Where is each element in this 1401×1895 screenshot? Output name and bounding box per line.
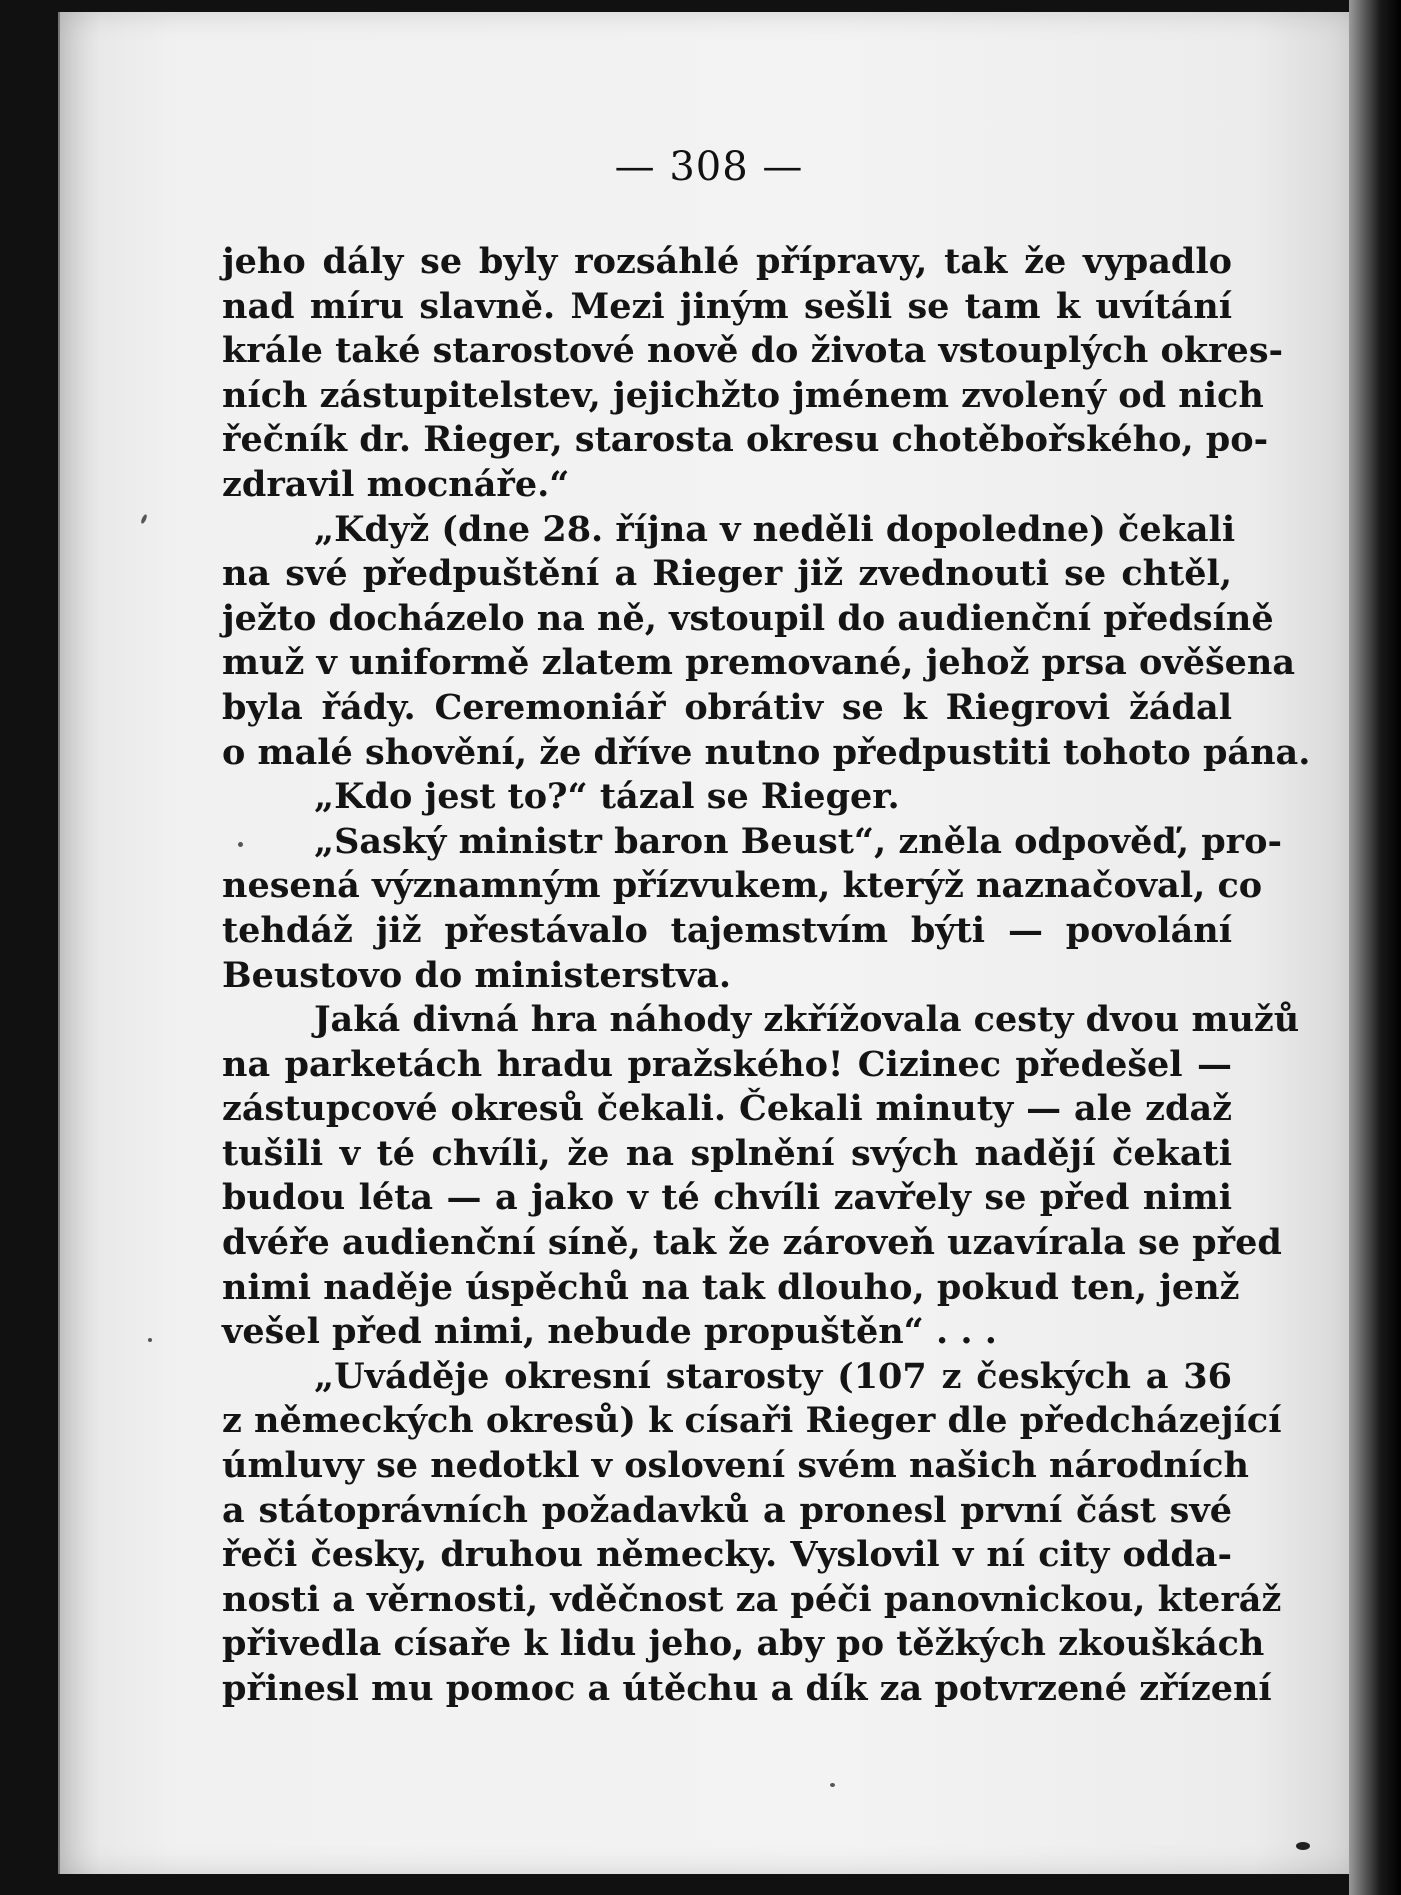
- text-line: nimi naděje úspěchů na tak dlouho, pokud ten, jenž: [222, 1266, 1240, 1308]
- text-line: na své předpuštění a Rieger již zvednouti se chtěl,: [222, 553, 1232, 595]
- text-line: muž v uniformě zlatem premované, jehož prsa ověšena: [222, 642, 1296, 684]
- text-line: přinesl mu pomoc a útěchu a dík za potvrzené zřízení: [222, 1668, 1272, 1709]
- text-line: „Uváděje okresní starosty (107 z českých a 36: [314, 1355, 1232, 1397]
- text-line: byla řády. Ceremoniář obrátiv se k Riegrovi žádal: [222, 686, 1232, 728]
- text-line: zdravil mocnáře.“: [222, 463, 570, 505]
- paper-speck: [1296, 1842, 1310, 1850]
- text-line: a státoprávních požadavků a pronesl první část své: [222, 1489, 1232, 1531]
- text-line: budou léta — a jako v té chvíli zavřely se před nimi: [222, 1177, 1232, 1219]
- text-line: ježto docházelo na ně, vstoupil do audienční předsíně: [222, 597, 1274, 639]
- text-line: nosti a věrnosti, vděčnost za péči panovnickou, kteráž: [222, 1578, 1282, 1620]
- text-line: ních zástupitelstev, jejichžto jménem zvolený od nich: [222, 374, 1264, 416]
- text-line: vešel před nimi, nebude propuštěn“ . . .: [222, 1311, 997, 1353]
- text-line: úmluvy se nedotkl v oslovení svém našich národních: [222, 1445, 1249, 1487]
- text-line: „Saský ministr baron Beust“, zněla odpověď, pro-: [314, 820, 1282, 862]
- text-line: zástupcové okresů čekali. Čekali minuty — ale zdaž: [222, 1088, 1232, 1130]
- text-line: „Když (dne 28. října v neděli dopoledne) čekali: [314, 508, 1236, 550]
- page-number: — 308 —: [614, 144, 804, 190]
- text-line: Beustovo do ministerstva.: [222, 954, 732, 996]
- text-line: z německých okresů) k císaři Rieger dle předcházející: [222, 1400, 1282, 1442]
- body-text: [222, 240, 1311, 1712]
- text-line: na parketách hradu pražského! Cizinec předešel —: [222, 1043, 1232, 1085]
- text-line: tušili v té chvíli, že na splnění svých nadějí čekati: [222, 1132, 1232, 1174]
- paper-speck: [148, 1338, 152, 1342]
- page-edge-shadow: [1349, 0, 1401, 1895]
- text-line: o malé shovění, že dříve nutno předpustiti tohoto pána.: [222, 731, 1311, 773]
- text-line: tehdáž již přestávalo tajemstvím býti — povolání: [222, 909, 1232, 951]
- text-line: nesená významným přízvukem, kterýž naznačoval, co: [222, 865, 1263, 907]
- text-line: nad míru slavně. Mezi jiným sešli se tam k uvítání: [222, 285, 1232, 327]
- text-line: řeči česky, druhou německy. Vyslovil v ní city odda-: [222, 1534, 1232, 1576]
- text-line: krále také starostové nově do života vstouplých okres-: [222, 330, 1284, 372]
- text-line: řečník dr. Rieger, starosta okresu chotěbořského, po-: [222, 419, 1269, 461]
- text-line: přivedla císaře k lidu jeho, aby po těžkých zkouškách: [222, 1623, 1265, 1665]
- text-line: dvéře audienční síně, tak že zároveň uzavírala se před: [222, 1222, 1282, 1264]
- text-line: Jaká divná hra náhody zkřížovala cesty dvou mužů: [314, 999, 1300, 1041]
- text-line: jeho dály se byly rozsáhlé přípravy, tak že vypadlo: [222, 241, 1232, 282]
- text-line: „Kdo jest to?“ tázal se Rieger.: [314, 776, 900, 818]
- paper-speck: [830, 1783, 835, 1787]
